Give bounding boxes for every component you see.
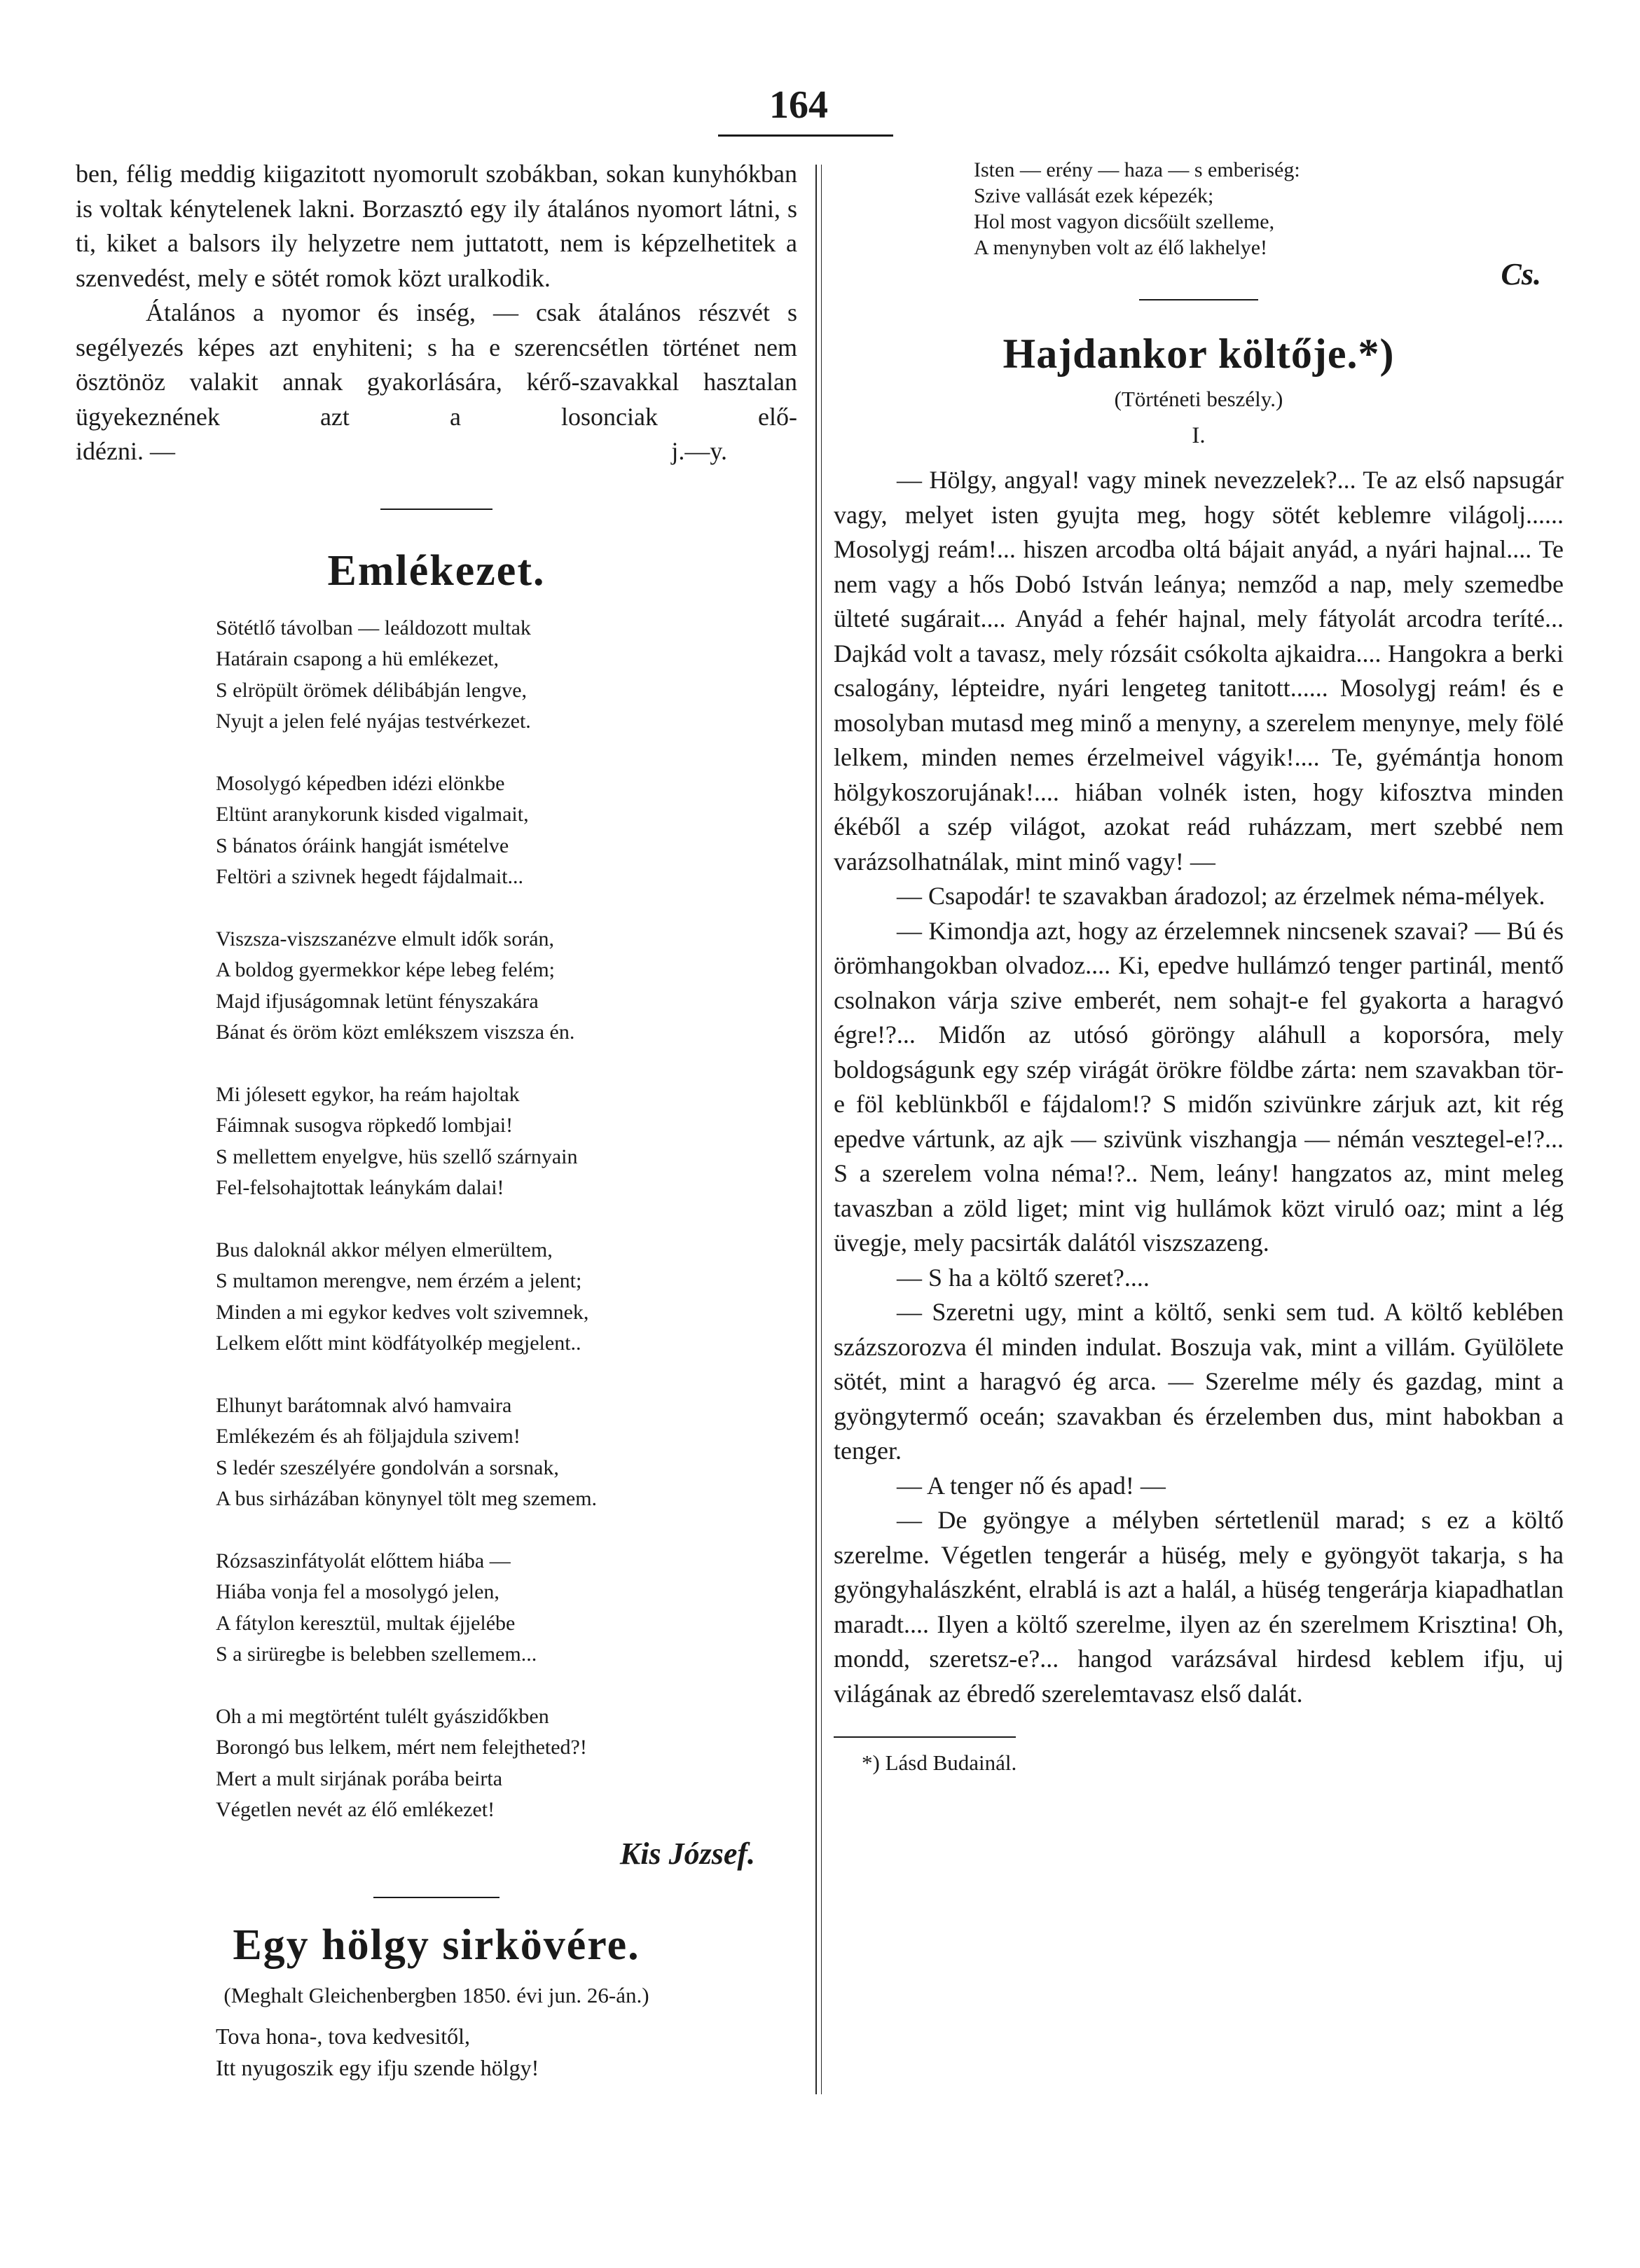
verse-line: Hol most vagyon dicsőült szelleme,: [974, 210, 1275, 233]
verse-line: Bánat és öröm közt emlékszem viszsza én.: [216, 1021, 575, 1044]
section-separator: [373, 1897, 499, 1898]
story-text: [834, 463, 1564, 1711]
verse-line: Isten — erény — haza — s emberiség:: [974, 158, 1300, 181]
verse-line: Nyujt a jelen felé nyájas testvérkezet.: [216, 710, 531, 733]
story-paragraph: — Szeretni ugy, mint a költő, senki sem tud. A költő keblében százszorozva él minden indulat. Boszuja vak, mint a villám. Gyülölete sötét, mint a haragvó ég arca. — Szerelme mély és gazdag, mint a gyöngytermő oceán; szavakban és érzelemben dus, mint habokban a tenger.: [834, 1298, 1564, 1465]
verse-line: A bus sirházában könynyel tölt meg szemem.: [216, 1487, 598, 1510]
intro-closing-line: [76, 434, 797, 469]
poem-title: Egy hölgy sirkövére.: [233, 1921, 640, 1969]
poem-signature: Cs.: [1501, 257, 1541, 291]
verse-line: Végetlen nevét az élő emlékezet!: [216, 1798, 495, 1821]
verse-line: Hiába vonja fel a mosolygó jelen,: [216, 1580, 499, 1603]
header-rule: [718, 134, 893, 137]
story-paragraph: — A tenger nő és apad! —: [897, 1471, 1166, 1500]
verse-line: S mellettem enyelgve, hüs szellő szárnyain: [216, 1145, 578, 1168]
verse-line: Szive vallását ezek képezék;: [974, 184, 1214, 207]
intro-paragraph: Átalános a nyomor és inség, — csak átalános részvét s segélyezés képes azt enyhiteni; s ha e szerencsétlen történet nem ösztönöz valakit annak gyakorlására, kérő-szavakkal hasztalan ügyekeznének azt a losonciak elő-: [76, 298, 797, 431]
footnote-rule: [834, 1736, 1016, 1738]
verse-line: S bánatos óráink hangját ismételve: [216, 834, 509, 857]
intro-end-text: idézni. —: [76, 437, 175, 465]
footnote: *) Lásd Budainál.: [862, 1750, 1017, 1775]
verse-line: Oh a mi megtörtént tulélt gyászidőkben: [216, 1704, 549, 1728]
verse-line: Itt nyugoszik egy ifju szende hölgy!: [216, 2054, 539, 2080]
stanza: [216, 768, 797, 893]
stanza: [216, 1701, 797, 1826]
verse-line: Emlékezém és ah följajdula szivem!: [216, 1425, 521, 1448]
verse-line: Mosolygó képedben idézi elönkbe: [216, 771, 505, 795]
verse-line: A fátylon keresztül, multak éjjelébe: [216, 1611, 516, 1635]
story-paragraph: — Csapodár! te szavakban áradozol; az érzelmek néma-mélyek.: [897, 882, 1545, 910]
verse-line: Majd ifjuságomnak letünt fényszakára: [216, 989, 539, 1013]
verse-line: Elhunyt barátomnak alvó hamvaira: [216, 1393, 512, 1417]
verse-line: Eltünt aranykorunk kisded vigalmait,: [216, 803, 529, 826]
column-divider-inner: [821, 165, 822, 2094]
verse-line: Sötétlő távolban — leáldozott multak: [216, 616, 531, 639]
section-separator: [380, 509, 492, 510]
stanza: [216, 1546, 797, 1671]
verse-line: S multamon merengve, nem érzém a jelent;: [216, 1269, 582, 1292]
verse-line: Lelkem előtt mint ködfátyolkép megjelent..: [216, 1332, 581, 1355]
stanza: [216, 1390, 797, 1515]
story-paragraph: — De gyöngye a mélyben sértetlenül marad; s ez a költő szerelme. Végetlen tengerár a hüség, mely e gyöngyöt takarja, s ha gyöngyhalászként, elrablá is azt a halál, a hüség tengerárja kiapadhatlan maradt.... Ilyen a költő szerelme, ilyen az én szerelmem Krisztina! Oh, mondd, szeretsz-e?... hangod varázsával hirdesd keblem ifju, uj világának az ébredő szerelemtavasz első dalát.: [834, 1506, 1564, 1708]
verse-line: Minden a mi egykor kedves volt szivemnek,: [216, 1300, 589, 1324]
poem-emlekezet: [76, 613, 797, 1872]
stanza: [216, 1079, 797, 1204]
story-paragraph: — Kimondja azt, hogy az érzelemnek nincsenek szavai? — Bú és örömhangokban olvadoz.... Ki, epedve hullámzó tenger partinál, mentő csolnakon várja szive emberét, nem sohajt-e fel gyakorta a haragvó égre!?... Midőn az utósó göröngy aláhull a koporsóra, mely boldogságunk egy szép virágát örökre földbe zárta: nem szavakban tör-e föl keblünkből e fájdalom!? S midőn szivünkre zárjuk azt, kit rég epedve vártunk, az ajk — szivünk viszhangja — némán vesztegel-e!?... S a szerelem volna néma!?.. Nem, leány! hangzatos az, mint meleg tavaszban a zöld liget; mint vig hullámok közt viruló oaz; mint a lég üvegje, mely pacsirták dalától viszszazeng.: [834, 916, 1564, 1257]
column-divider: [815, 165, 817, 2094]
verse-line: Viszsza-viszszanézve elmult idők során,: [216, 927, 555, 950]
verse-line: A menynyben volt az élő lakhelye!: [974, 236, 1268, 259]
verse-line: Bus daloknál akkor mélyen elmerültem,: [216, 1238, 553, 1261]
intro-signature: j.—y.: [671, 437, 727, 465]
left-column: [76, 157, 797, 2084]
verse-line: Rózsaszinfátyolát előttem hiába —: [216, 1549, 511, 1572]
story-title: Hajdankor költője.*): [1002, 331, 1395, 377]
stanza: [216, 1235, 797, 1360]
poem-signature: Kis József.: [619, 1836, 755, 1871]
intro-text: [76, 157, 797, 469]
poem-subtitle: (Meghalt Gleichenbergben 1850. évi jun. 26-án.): [223, 1982, 649, 2007]
verse-line: S elröpült örömek délibábján lengve,: [216, 678, 528, 702]
section-separator: [1139, 299, 1258, 300]
verse-line: S ledér szeszélyére gondolván a sorsnak,: [216, 1455, 559, 1479]
verse-line: S a sirüregbe is belebben szellemem...: [216, 1643, 537, 1666]
stanza: [216, 924, 797, 1049]
poem-continuation: [974, 157, 1564, 261]
verse-line: Fel-felsohajtottak leánykám dalai!: [216, 1176, 504, 1199]
verse-line: Fáimnak susogva röpkedő lombjai!: [216, 1114, 514, 1137]
poem-title: Emlékezet.: [327, 546, 546, 595]
verse-line: Határain csapong a hü emlékezet,: [216, 647, 499, 670]
story-paragraph: — S ha a költő szeret?....: [897, 1263, 1150, 1292]
story-subtitle: (Történeti beszély.): [1114, 387, 1283, 411]
verse-line: Feltöri a szivnek hegedt fájdalmait...: [216, 865, 524, 888]
story-paragraph: — Hölgy, angyal! vagy minek nevezzelek?... Te az első napsugár vagy, melyet isten gyujta meg, hogy sötét keblemre világolj...... Mosolygj reám!... hiszen arcodba oltá bájait anyád, a nyári hajnal.... Te nem vagy a hős Dobó István leánya; nemződ a nap, mely szemedbe ülteté sugárait.... Anyád a fehér hajnal, mely fátyolát arcodra teríté... Dajkád volt a tavasz, mely rózsáit csókolta ajkaidra.... Hangokra a berki csalogány, lépteidre, nyári lengeteg tanitott...... Mosolygj reám! és e mosolyban mutasd meg minő a menyny, a szerelem menynye, mely fölé lelkem, minden nemes érzelmeivel vágyik!.... Te, gyémántja honom hölgykoszorujának!.... hiában volnék isten, hogy kifosztva minden ékéből a szép világot, azokat reád ruházzam, mert szebbé nem varázsolhatnálak, mint minő vagy! —: [834, 466, 1564, 876]
page-number: 164: [769, 83, 828, 127]
verse-line: A boldog gyermekkor képe lebeg felém;: [216, 958, 556, 981]
verse-line: Mert a mult sirjának porába beirta: [216, 1766, 503, 1790]
stanza: [216, 2021, 797, 2084]
verse-line: Mi jólesett egykor, ha reám hajoltak: [216, 1082, 520, 1106]
chapter-number: I.: [1192, 423, 1206, 448]
stanza: [216, 613, 797, 738]
intro-paragraph: ben, félig meddig kiigazitott nyomorult szobákban, sokan kunyhókban is voltak kénytelenek lakni. Borzasztó egy ily átalános nyomort látni, s ti, kiket a balsors ily helyzetre nem juttatott, nem is képzelhetitek a szenvedést, mely e sötét romok közt uralkodik.: [76, 160, 797, 292]
verse-line: Borongó bus lelkem, mért nem felejtheted?!: [216, 1736, 587, 1759]
right-column: [834, 157, 1564, 1776]
verse-line: Tova hona-, tova kedvesitől,: [216, 2023, 470, 2049]
